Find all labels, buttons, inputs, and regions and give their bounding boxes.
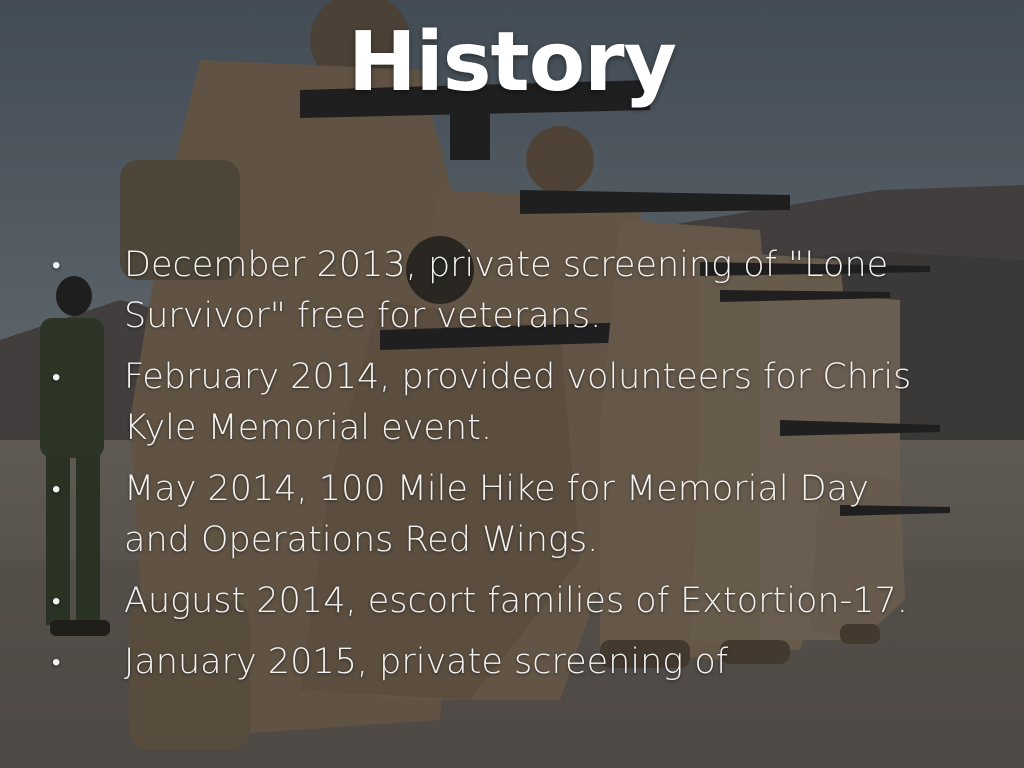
bullet-text: August 2014, escort families of Extortion-17. xyxy=(124,581,908,621)
bullet-list xyxy=(52,240,912,698)
bullet-text: December 2013, private screening of "Lone Survivor" free for veterans. xyxy=(124,245,889,336)
bullet-item xyxy=(52,576,912,627)
bullet-text: February 2014, provided volunteers for Chris Kyle Memorial event. xyxy=(124,357,912,448)
bullet-text: May 2014, 100 Mile Hike for Memorial Day and Operations Red Wings. xyxy=(124,469,869,560)
bullet-item xyxy=(52,464,912,566)
bullet-text: January 2015, private screening of xyxy=(124,642,729,682)
bullet-item xyxy=(52,240,912,342)
bullet-marker: • xyxy=(52,587,61,615)
bullet-marker: • xyxy=(52,648,61,676)
slide-title: History xyxy=(348,15,676,110)
bullet-item xyxy=(52,352,912,454)
bullet-marker: • xyxy=(52,475,61,503)
bullet-marker: • xyxy=(52,251,61,279)
bullet-marker: • xyxy=(52,363,61,391)
bullet-item xyxy=(52,637,912,688)
